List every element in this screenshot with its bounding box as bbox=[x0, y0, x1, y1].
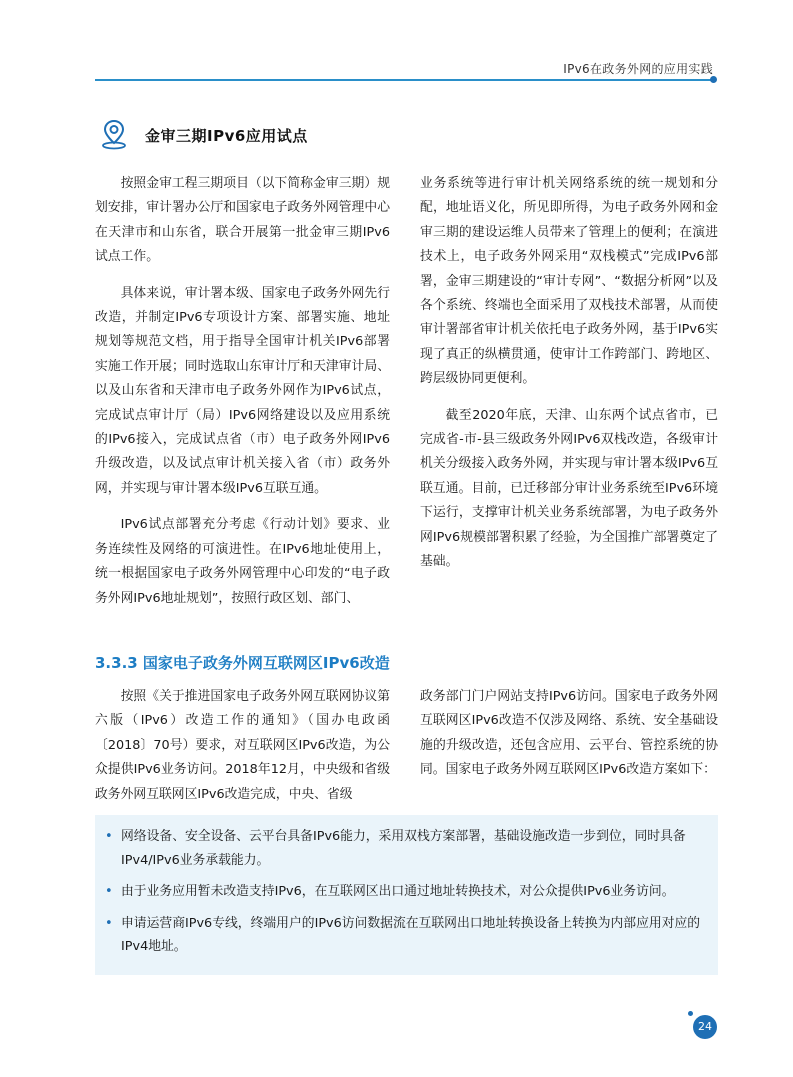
section-left-column bbox=[95, 172, 390, 611]
subsection-heading: 3.3.3 国家电子政务外网互联网区IPv6改造 bbox=[95, 654, 390, 672]
header-rule bbox=[95, 79, 713, 81]
bullet-dot-icon: • bbox=[105, 884, 113, 899]
list-item-text: 申请运营商IPv6专线，终端用户的IPv6访问数据流在互联网出口地址转换设备上转换为内部应用对应的IPv4地址。 bbox=[121, 915, 701, 954]
list-item-text: 由于业务应用暂未改造支持IPv6，在互联网区出口通过地址转换技术，对公众提供IPv6业务访问。 bbox=[121, 884, 675, 899]
header-rule-dot bbox=[710, 76, 717, 83]
paragraph-continued: 政务部门门户网站支持IPv6访问。国家电子政务外网互联网区IPv6改造不仅涉及网络、系统、安全基础设施的升级改造，还包含应用、云平台、管控系统的协同。国家电子政务外网互联网区IPv6改造方案如下： bbox=[420, 689, 718, 778]
bullet-list bbox=[95, 815, 718, 959]
page-number: 24 bbox=[693, 1015, 717, 1039]
bullet-list-box bbox=[95, 815, 718, 975]
list-item bbox=[105, 912, 704, 959]
paragraph: 按照《关于推进国家电子政务外网互联网协议第六版（IPv6）改造工作的通知》（国办电政函〔2018〕70号）要求，对互联网区IPv6改造，为公众提供IPv6业务访问。2018年12月，中央级和省级政务外网互联网区IPv6改造完成，中央、省级 bbox=[95, 689, 390, 802]
section-right-column bbox=[420, 172, 718, 575]
subsection-left-column bbox=[95, 685, 390, 807]
bullet-dot-icon: • bbox=[105, 915, 113, 931]
list-item bbox=[105, 880, 704, 904]
paragraph-continued: 业务系统等进行审计机关网络系统的统一规划和分配，地址语义化，所见即所得，为电子政务外网和金审三期的建设运维人员带来了管理上的便利；在演进技术上，电子政务外网采用“双栈模式”完成IPv6部署，金审三期建设的“审计专网”、“数据分析网”以及各个系统、终端也全面采用了双栈技术部署，从而使审计署部省审计机关依托电子政务外网，基于IPv6实现了真正的纵横贯通，使审计工作跨部门、跨地区、跨层级协同更便利。 bbox=[420, 176, 718, 387]
subsection-right-column bbox=[420, 685, 718, 783]
paragraph: 按照金审工程三期项目（以下简称金审三期）规划安排，审计署办公厅和国家电子政务外网管理中心在天津市和山东省，联合开展第一批金审三期IPv6试点工作。 bbox=[95, 176, 390, 265]
list-item bbox=[105, 825, 704, 872]
paragraph: 截至2020年底，天津、山东两个试点省市，已完成省-市-县三级政务外网IPv6双栈改造，各级审计机关分级接入政务外网，并实现与审计署本级IPv6互联互通。目前，已迁移部分审计业务系统至IPv6环境下运行，支撑审计机关业务系统部署，为电子政务外网IPv6规模部署积累了经验，为全国推广部署奠定了基础。 bbox=[420, 407, 718, 570]
paragraph: IPv6试点部署充分考虑《行动计划》要求、业务连续性及网络的可演进性。在IPv6地址使用上，统一根据国家电子政务外网管理中心印发的“电子政务外网IPv6地址规划”，按照行政区划、部门、 bbox=[95, 517, 390, 606]
bullet-dot-icon: • bbox=[105, 829, 113, 844]
header-title: IPv6在政务外网的应用实践 bbox=[563, 62, 713, 76]
list-item-text: 网络设备、安全设备、云平台具备IPv6能力，采用双栈方案部署，基础设施改造一步到位，同时具备IPv4/IPv6业务承载能力。 bbox=[121, 829, 686, 868]
section-title: 金审三期IPv6应用试点 bbox=[145, 127, 308, 145]
paragraph: 具体来说，审计署本级、国家电子政务外网先行改造，并制定IPv6专项设计方案、部署实施、地址规划等规范文档，用于指导全国审计机关IPv6部署实施工作开展；同时选取山东审计厅和天津审计局、以及山东省和天津市电子政务外网作为IPv6试点，完成试点审计厅（局）IPv6网络建设以及应用系统的IPv6接入，完成试点省（市）电子政务外网IPv6升级改造，以及试点审计机关接入省（市）政务外网，并实现与审计署本级IPv6互联互通。 bbox=[95, 285, 390, 496]
page-number-dot bbox=[688, 1011, 693, 1016]
location-pin-icon bbox=[100, 118, 128, 150]
